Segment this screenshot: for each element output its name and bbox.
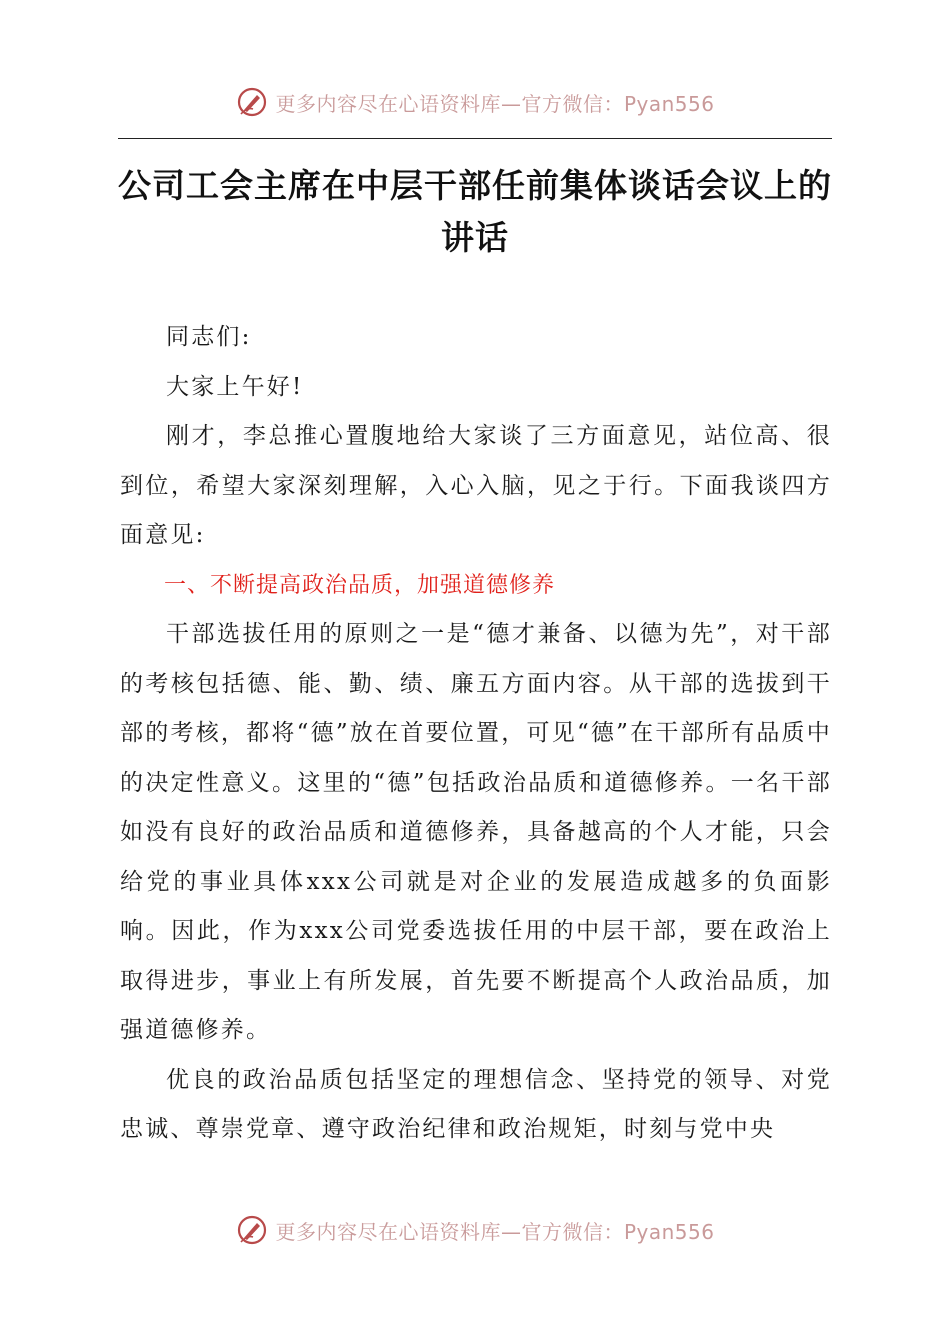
body-paragraph: 优良的政治品质包括坚定的理想信念、坚持党的领导、对党忠诚、尊崇党章、遵守政治纪律和政治规矩，时刻与党中央 bbox=[120, 1066, 832, 1142]
document-body bbox=[120, 313, 832, 1155]
header-divider bbox=[118, 138, 832, 139]
header-watermark bbox=[0, 82, 950, 122]
watermark-text: 更多内容尽在心语资料库—官方微信：Pyan556 bbox=[275, 91, 715, 116]
document-title: 公司工会主席在中层干部任前集体谈话会议上的讲话 bbox=[118, 166, 832, 257]
salutation: 同志们: bbox=[166, 324, 252, 350]
greeting: 大家上午好! bbox=[166, 373, 304, 400]
section-heading-1: 一、不断提高政治品质，加强道德修养 bbox=[164, 572, 556, 598]
intro-paragraph: 刚才，李总推心置腹地给大家谈了三方面意见，站位高、很到位，希望大家深刻理解，入心入脑，见之于行。下面我谈四方面意见: bbox=[120, 423, 832, 548]
body-paragraph: 干部选拔任用的原则之一是“德才兼备、以德为先”，对干部的考核包括德、能、勤、绩、廉五方面内容。从干部的选拔到干部的考核，都将“德”放在首要位置，可见“德”在干部所有品质中的决定性意义。这里的“德”包括政治品质和道德修养。一名干部如没有良好的政治品质和道德修养，具备越高的个人才能，只会给党的事业具体xxx公司就是对企业的发展造成越多的负面影响。因此，作为xxx公司党委选拔任用的中层干部，要在政治上取得进步，事业上有所发展，首先要不断提高个人政治品质，加强道德修养。 bbox=[120, 621, 832, 1043]
pen-circle-logo-icon bbox=[235, 1213, 269, 1247]
watermark-text: 更多内容尽在心语资料库—官方微信：Pyan556 bbox=[275, 1219, 715, 1244]
pen-circle-logo-icon bbox=[235, 85, 269, 119]
footer-watermark bbox=[0, 1210, 950, 1250]
